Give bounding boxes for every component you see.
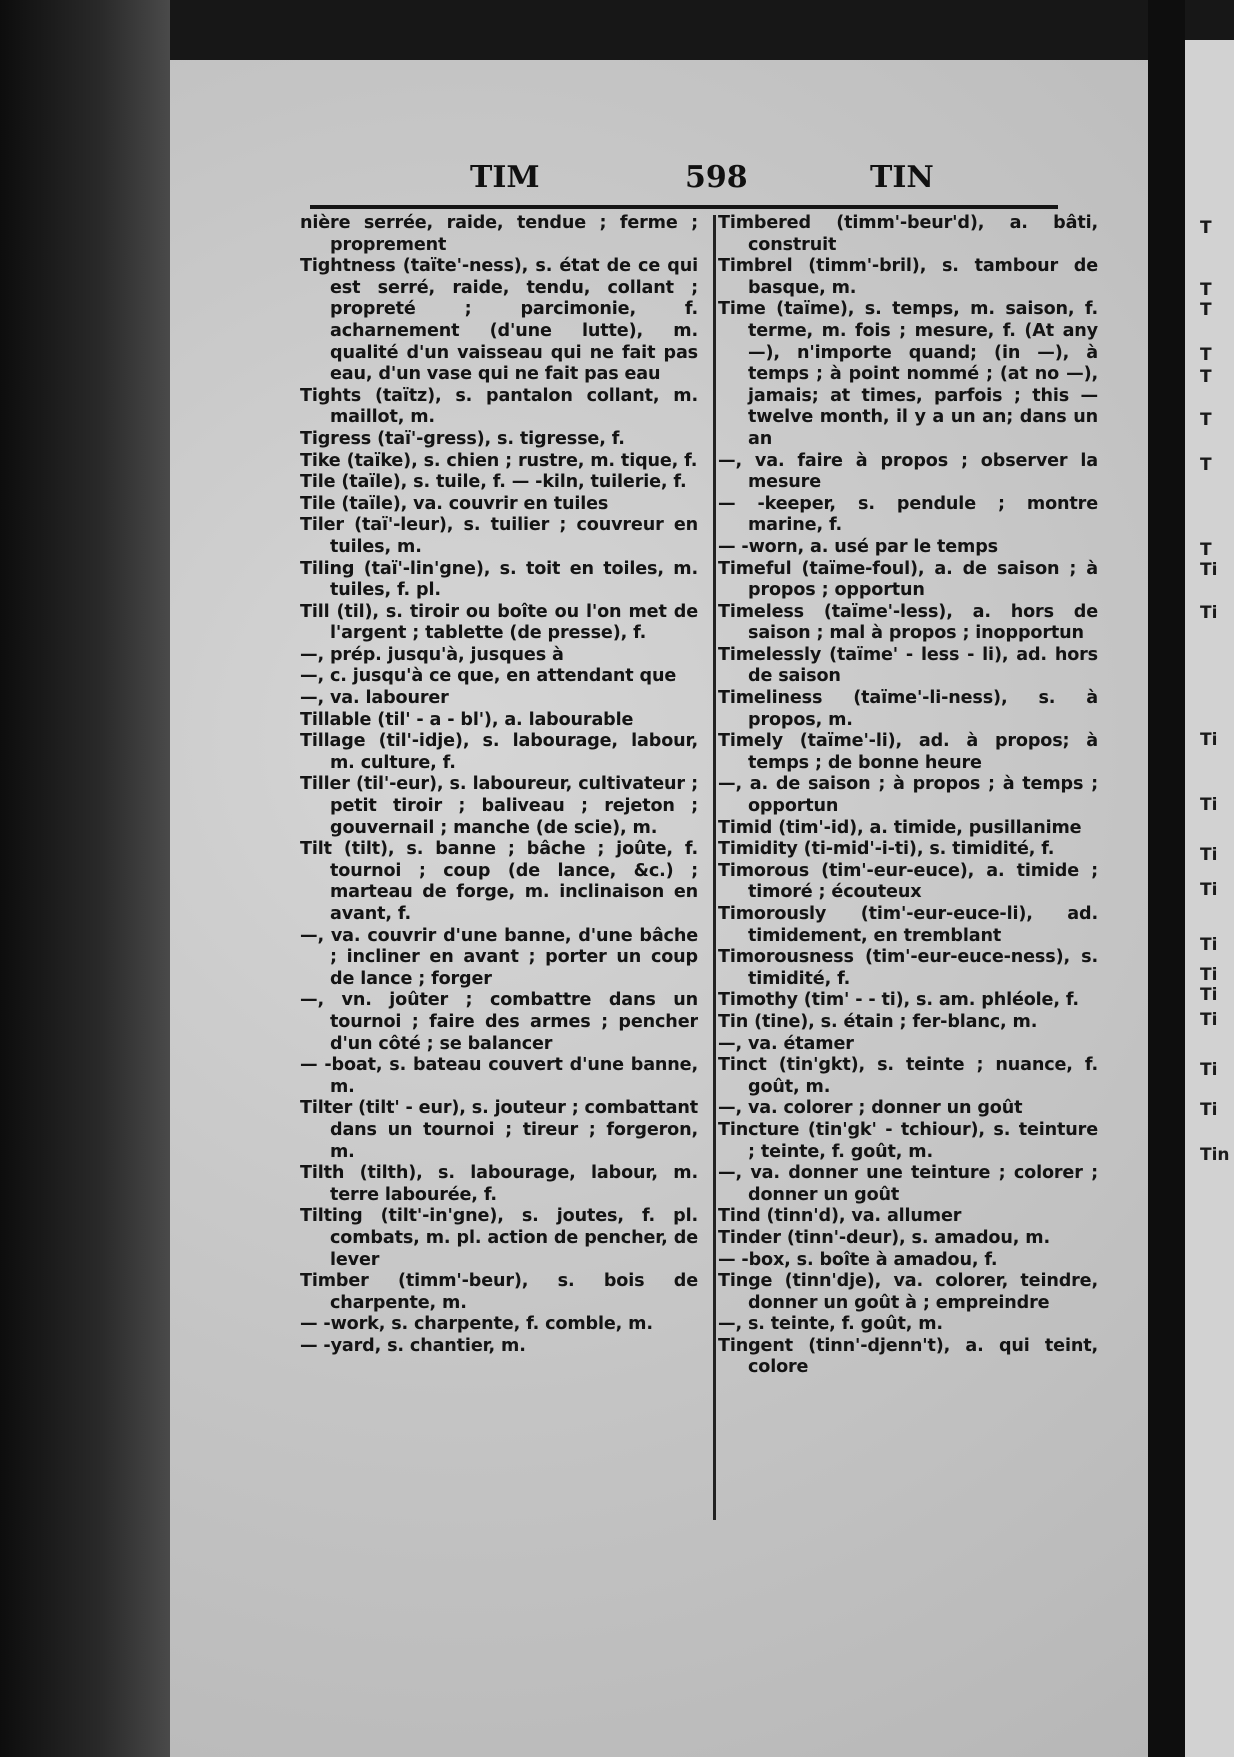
dictionary-entry: Till (til), s. tiroir ou boîte ou l'on met de l'argent ; tablette (de presse), f.	[300, 601, 698, 644]
dictionary-entry: Timely (taïme'-li), ad. à propos; à temps ; de bonne heure	[718, 731, 1098, 773]
column-divider	[713, 215, 716, 1520]
dictionary-entry: —, va. étamer	[718, 1033, 854, 1054]
adjacent-page-fragment: T	[1200, 540, 1212, 560]
header-right-guide-word: TIN	[870, 160, 934, 195]
dictionary-entry: —, s. teinte, f. goût, m.	[718, 1314, 943, 1335]
adjacent-page-fragment: T	[1200, 367, 1212, 387]
dictionary-entry: —, va. colorer ; donner un goût	[718, 1098, 1023, 1119]
dictionary-entry: —, va. faire à propos ; observer la mesure	[718, 450, 1098, 493]
adjacent-page-fragment: Ti	[1200, 985, 1218, 1005]
adjacent-page-fragment: T	[1200, 218, 1212, 238]
dictionary-entry: Tiler (taï'-leur), s. tuilier ; couvreur en tuiles, m.	[300, 515, 698, 557]
dictionary-entry: Tillage (til'-idje), s. labourage, labour, m. culture, f.	[300, 731, 698, 773]
adjacent-page-fragment: Ti	[1200, 880, 1218, 900]
adjacent-page-fragment: Ti	[1200, 1100, 1218, 1120]
dictionary-entry: Tile (taïle), s. tuile, f. — -kiln, tuilerie, f.	[300, 472, 687, 493]
dictionary-entry: Timeless (taïme'-less), a. hors de saison ; mal à propos ; inopportun	[718, 601, 1098, 644]
adjacent-page-fragment: Ti	[1200, 730, 1218, 750]
adjacent-page-fragment: Ti	[1200, 845, 1218, 865]
dictionary-entry: Tinge (tinn'dje), va. colorer, teindre, donner un goût à ; empreindre	[718, 1271, 1098, 1313]
dictionary-entry: —, c. jusqu'à ce que, en attendant que	[300, 666, 677, 687]
dictionary-entry: Timber (timm'-beur), s. bois de charpente, m.	[300, 1271, 698, 1313]
dictionary-entry: — -box, s. boîte à amadou, f.	[718, 1249, 998, 1270]
dictionary-entry: Timbrel (timm'-bril), s. tambour de basque, m.	[718, 256, 1098, 298]
dictionary-entry: Tilting (tilt'-in'gne), s. joutes, f. pl. combats, m. pl. action de pencher, de lever	[300, 1206, 698, 1270]
dictionary-entry: Tinct (tin'gkt), s. teinte ; nuance, f. goût, m.	[718, 1055, 1098, 1097]
dictionary-entry: Timbered (timm'-beur'd), a. bâti, construit	[718, 213, 1098, 255]
adjacent-page-fragment: Ti	[1200, 935, 1218, 955]
dictionary-entry: Tigress (taï'-gress), s. tigresse, f.	[300, 428, 625, 449]
dictionary-entry: Timeful (taïme-foul), a. de saison ; à propos ; opportun	[718, 558, 1098, 601]
scan-left-edge	[0, 0, 170, 1757]
dictionary-entry: — -boat, s. bateau couvert d'une banne, m.	[300, 1055, 698, 1097]
dictionary-entry: Timid (tim'-id), a. timide, pusillanime	[718, 817, 1082, 838]
adjacent-page-fragment: Ti	[1200, 603, 1218, 623]
adjacent-page-fragment: Ti	[1200, 1060, 1218, 1080]
dictionary-entry: — -yard, s. chantier, m.	[300, 1335, 526, 1356]
header-rule	[310, 205, 1058, 209]
dictionary-entry: Tillable (til' - a - bl'), a. labourable	[300, 709, 634, 730]
dictionary-entry: Time (taïme), s. temps, m. saison, f. terme, m. fois ; mesure, f. (At any—), n'importe quand; (in —), à temps ; à point nommé ; (at no —), jamais; at times, parfois ; this — twelve month, il y a un an; dans un an	[718, 299, 1098, 449]
dictionary-entry: Tin (tine), s. étain ; fer-blanc, m.	[718, 1011, 1038, 1032]
dictionary-entry: —, vn. joûter ; combattre dans un tournoi ; faire des armes ; pencher d'un côté ; se balancer	[300, 990, 698, 1054]
page-number: 598	[685, 160, 748, 195]
adjacent-page-fragment: Ti	[1200, 1010, 1218, 1030]
dictionary-entry: Tiller (til'-eur), s. laboureur, cultivateur ; petit tiroir ; baliveau ; rejeton ; gouvernail ; manche (de scie), m.	[300, 774, 698, 838]
dictionary-entry: Timorousness (tim'-eur-euce-ness), s. timidité, f.	[718, 947, 1098, 989]
adjacent-page-fragment: Ti	[1200, 965, 1218, 985]
adjacent-page-fragment: Ti	[1200, 560, 1218, 580]
dictionary-entry: —, va. labourer	[300, 688, 449, 709]
dictionary-entry: Tilter (tilt' - eur), s. jouteur ; combattant dans un tournoi ; tireur ; forgeron, m.	[300, 1098, 698, 1162]
dictionary-entry: Tilt (tilt), s. banne ; bâche ; joûte, f. tournoi ; coup (de lance, &c.) ; marteau de forge, m. inclinaison en avant, f.	[300, 839, 698, 924]
dictionary-entry: Timothy (tim' - - ti), s. am. phléole, f.	[718, 990, 1079, 1011]
right-column	[718, 213, 1098, 1533]
running-header	[470, 160, 940, 200]
dictionary-entry: — -worn, a. usé par le temps	[718, 536, 999, 557]
header-left-guide-word: TIM	[470, 160, 540, 195]
adjacent-page-fragment: Ti	[1200, 795, 1218, 815]
dictionary-entry: Tike (taïke), s. chien ; rustre, m. tique, f.	[300, 450, 698, 471]
dictionary-entry: Tincture (tin'gk' - tchiour), s. teinture ; teinte, f. goût, m.	[718, 1119, 1098, 1162]
left-column	[300, 213, 698, 1533]
dictionary-entry: Tingent (tinn'-djenn't), a. qui teint, colore	[718, 1335, 1098, 1378]
adjacent-page-fragment: Tin	[1200, 1145, 1230, 1165]
adjacent-page-fragment: T	[1200, 345, 1212, 365]
dictionary-entry: Tights (taïtz), s. pantalon collant, m. maillot, m.	[300, 385, 698, 428]
dictionary-entry: —, va. couvrir d'une banne, d'une bâche ; incliner en avant ; porter un coup de lance ; forger	[300, 925, 698, 989]
adjacent-page-fragment: T	[1200, 300, 1212, 320]
adjacent-page-fragment: T	[1200, 410, 1212, 430]
dictionary-entry: — -work, s. charpente, f. comble, m.	[300, 1314, 653, 1335]
dictionary-entry: Timeliness (taïme'-li-ness), s. à propos, m.	[718, 688, 1098, 730]
dictionary-entry: —, a. de saison ; à propos ; à temps ; opportun	[718, 774, 1098, 817]
dictionary-entry: Tinder (tinn'-deur), s. amadou, m.	[718, 1227, 1050, 1248]
dictionary-entry: Timorously (tim'-eur-euce-li), ad. timidement, en tremblant	[718, 904, 1098, 946]
dictionary-entry: Timorous (tim'-eur-euce), a. timide ; timoré ; écouteux	[718, 860, 1098, 903]
dictionary-entry: — -keeper, s. pendule ; montre marine, f.	[718, 493, 1098, 536]
dictionary-entry: Tile (taïle), va. couvrir en tuiles	[300, 493, 609, 514]
book-gutter	[1148, 0, 1185, 1757]
adjacent-page-fragment: T	[1200, 455, 1212, 475]
dictionary-entry: Tilth (tilth), s. labourage, labour, m. terre labourée, f.	[300, 1163, 698, 1205]
dictionary-entry: Timelessly (taïme' - less - li), ad. hors de saison	[718, 644, 1098, 687]
dictionary-entry: nière serrée, raide, tendue ; ferme ; proprement	[300, 213, 698, 255]
dictionary-entry: —, va. donner une teinture ; colorer ; donner un goût	[718, 1163, 1098, 1205]
dictionary-entry: —, prép. jusqu'à, jusques à	[300, 644, 564, 665]
dictionary-entry: Timidity (ti-mid'-i-ti), s. timidité, f.	[718, 839, 1055, 860]
dictionary-entry: Tiling (taï'-lin'gne), s. toit en toiles, m. tuiles, f. pl.	[300, 558, 698, 601]
dictionary-entry: Tightness (taïte'-ness), s. état de ce qui est serré, raide, tendu, collant ; propreté ; parcimonie, f. acharnement (d'une lutte), m. qualité d'un vaisseau qui ne fait pas eau, d'un vase qui ne fait pas eau	[300, 256, 698, 385]
dictionary-entry: Tind (tinn'd), va. allumer	[718, 1206, 962, 1227]
adjacent-page-fragment: T	[1200, 280, 1212, 300]
